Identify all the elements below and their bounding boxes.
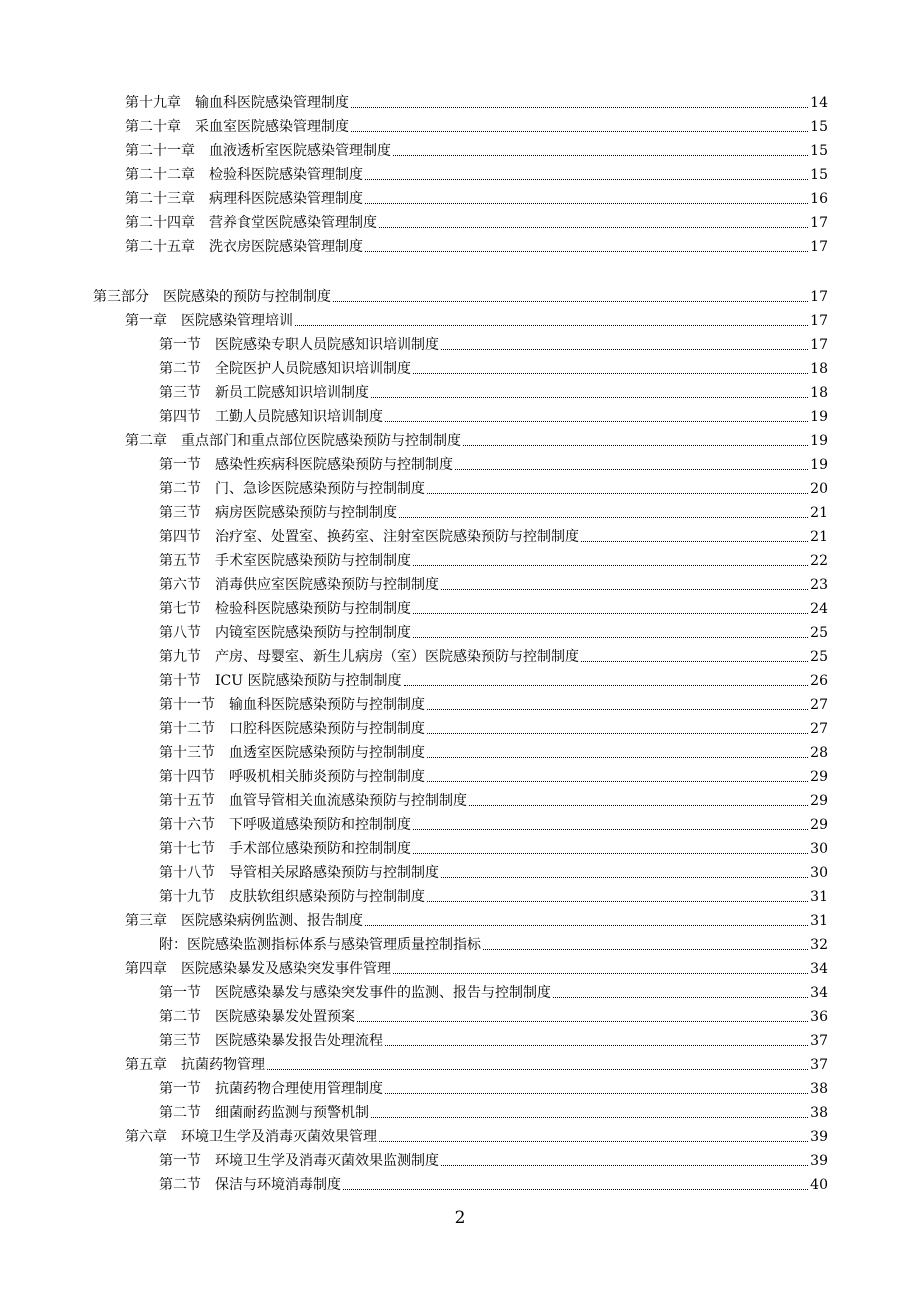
toc-entry-page: 19 [810,409,828,425]
toc-entry [159,570,828,594]
toc-entry-page: 37 [810,1057,828,1073]
toc-entry-label: 第十一节 输血科医院感染预防与控制制度 [159,697,425,713]
toc-entry-label: 第十八节 导管相关尿路感染预防与控制制度 [159,865,439,881]
toc-entry-page: 32 [810,937,828,953]
toc-entry-label: 第二章 重点部门和重点部位医院感染预防与控制制度 [125,433,461,449]
toc-entry-page: 40 [810,1177,828,1193]
dot-leader [379,227,808,228]
toc-entry [159,930,828,954]
dot-leader [365,251,808,252]
dot-leader [333,301,808,302]
page-number: 2 [454,1208,466,1228]
toc-entry-page: 18 [810,361,828,377]
toc-entry-label: 第二十五章 洗衣房医院感染管理制度 [125,239,363,255]
dot-leader [413,829,808,830]
toc-entry-page: 30 [810,841,828,857]
toc-entry-page: 27 [810,721,828,737]
toc-entry-page: 37 [810,1033,828,1049]
toc-entry-page: 17 [810,313,828,329]
toc-entry-label: 第三节 病房医院感染预防与控制制度 [159,505,397,521]
toc-entry-label: 第十六节 下呼吸道感染预防和控制制度 [159,817,411,833]
dot-leader [371,397,808,398]
toc-entry [159,786,828,810]
dot-leader [379,1141,808,1142]
toc-entry-page: 14 [810,95,828,111]
toc-entry [159,402,828,426]
dot-leader [357,1021,808,1022]
toc-entry-label: 第三节 医院感染暴发报告处理流程 [159,1033,383,1049]
dot-leader [267,1069,808,1070]
toc-entry [125,906,828,930]
dot-leader [427,733,808,734]
toc-entry [159,546,828,570]
toc-entry [125,232,828,256]
toc-entry-page: 17 [810,289,828,305]
dot-leader [581,541,808,542]
toc-entry-label: 第二节 保洁与环境消毒制度 [159,1177,341,1193]
dot-leader [371,1117,808,1118]
toc-entry [159,522,828,546]
toc-entry [159,1074,828,1098]
toc-entry-page: 26 [810,673,828,689]
dot-leader [463,445,808,446]
toc-entry [159,810,828,834]
toc-entry [159,1170,828,1194]
toc-entry-page: 17 [810,337,828,353]
toc-entry-page: 31 [810,913,828,929]
toc-entry-page: 19 [810,433,828,449]
toc-entry-label: 第十四节 呼吸机相关肺炎预防与控制制度 [159,769,425,785]
toc-entry [125,1122,828,1146]
toc-entry-page: 21 [810,505,828,521]
dot-leader [413,853,808,854]
dot-leader [441,349,808,350]
dot-leader [413,637,808,638]
toc-entry-label: 第六节 消毒供应室医院感染预防与控制制度 [159,577,439,593]
toc-entry-label: 第十九节 皮肤软组织感染预防与控制制度 [159,889,425,905]
toc-entry-label: 第十节 ICU 医院感染预防与控制制度 [159,673,402,689]
toc-entry-label: 第二十三章 病理科医院感染管理制度 [125,191,363,207]
toc-entry-label: 第二十四章 营养食堂医院感染管理制度 [125,215,377,231]
toc-entry-label: 第一节 抗菌药物合理使用管理制度 [159,1081,383,1097]
toc-entry-label: 第四节 工勤人员院感知识培训制度 [159,409,383,425]
toc-entry [159,1098,828,1122]
dot-leader [365,203,808,204]
toc-entry [159,690,828,714]
toc-entry [159,594,828,618]
toc-entry [159,666,828,690]
toc-entry [159,858,828,882]
toc-part-heading [93,282,828,306]
toc-entry-page: 31 [810,889,828,905]
toc-entry [159,882,828,906]
toc-entry [125,112,828,136]
toc-entry-label: 第一章 医院感染管理培训 [125,313,293,329]
toc-entry-label: 第六章 环境卫生学及消毒灭菌效果管理 [125,1129,377,1145]
toc-entry-page: 25 [810,649,828,665]
toc-entry [125,88,828,112]
toc-entry [159,330,828,354]
dot-leader [295,325,808,326]
toc-entry [159,498,828,522]
toc-entry-label: 第二节 全院医护人员院感知识培训制度 [159,361,411,377]
toc-entry [125,208,828,232]
toc-entry [159,1146,828,1170]
toc-entry [159,714,828,738]
toc-entry-label: 第二节 门、急诊医院感染预防与控制制度 [159,481,425,497]
toc-entry [125,1050,828,1074]
dot-leader [441,877,808,878]
dot-leader [385,421,808,422]
toc-entry [159,834,828,858]
toc-entry-page: 15 [810,167,828,183]
dot-leader [413,613,808,614]
toc-entry-label: 第二十二章 检验科医院感染管理制度 [125,167,363,183]
dot-leader [441,1165,808,1166]
dot-leader [427,781,808,782]
toc-entry [159,450,828,474]
toc-entry [159,618,828,642]
dot-leader [427,709,808,710]
toc-entry [159,978,828,1002]
dot-leader [393,155,808,156]
toc-entry-label: 第十二节 口腔科医院感染预防与控制制度 [159,721,425,737]
toc-entry-label: 第九节 产房、母婴室、新生儿病房（室）医院感染预防与控制制度 [159,649,579,665]
dot-leader [413,373,808,374]
dot-leader [581,661,808,662]
toc-entry-page: 39 [810,1153,828,1169]
toc-entry-label: 第三部分 医院感染的预防与控制制度 [93,289,331,305]
toc-entry-label: 第十七节 手术部位感染预防和控制制度 [159,841,411,857]
toc-entry-label: 第一节 环境卫生学及消毒灭菌效果监测制度 [159,1153,439,1169]
toc-entry-label: 第七节 检验科医院感染预防与控制制度 [159,601,411,617]
toc-entry-page: 16 [810,191,828,207]
toc-entry-label: 第四节 治疗室、处置室、换药室、注射室医院感染预防与控制制度 [159,529,579,545]
toc-entry-page: 19 [810,457,828,473]
toc-entry-label: 第五节 手术室医院感染预防与控制制度 [159,553,411,569]
toc-entry-page: 17 [810,239,828,255]
toc-entry-page: 27 [810,697,828,713]
toc-entry-page: 29 [810,793,828,809]
toc-entry-label: 第三章 医院感染病例监测、报告制度 [125,913,363,929]
toc-entry-page: 34 [810,985,828,1001]
toc-entry-label: 第十九章 输血科医院感染管理制度 [125,95,349,111]
toc-entry [159,1002,828,1026]
toc-entry-label: 附：医院感染监测指标体系与感染管理质量控制指标 [159,937,481,953]
dot-leader [343,1189,808,1190]
toc-entry-label: 第三节 新员工院感知识培训制度 [159,385,369,401]
dot-leader [351,107,808,108]
toc-entry-page: 20 [810,481,828,497]
toc-entry-label: 第十五节 血管导管相关血流感染预防与控制制度 [159,793,467,809]
toc-entry-label: 第二节 细菌耐药监测与预警机制 [159,1105,369,1121]
toc-entry-page: 38 [810,1081,828,1097]
toc-entry-label: 第二节 医院感染暴发处置预案 [159,1009,355,1025]
toc-entry-label: 第一节 感染性疾病科医院感染预防与控制制度 [159,457,453,473]
dot-leader [427,901,808,902]
toc-entry-label: 第八节 内镜室医院感染预防与控制制度 [159,625,411,641]
dot-leader [427,757,808,758]
toc-entry-label: 第五章 抗菌药物管理 [125,1057,265,1073]
toc-entry-label: 第一节 医院感染专职人员院感知识培训制度 [159,337,439,353]
toc-entry [159,378,828,402]
toc-entry-page: 30 [810,865,828,881]
dot-leader [441,589,808,590]
toc-entry [159,354,828,378]
toc-entry-page: 25 [810,625,828,641]
toc-entry-label: 第一节 医院感染暴发与感染突发事件的监测、报告与控制制度 [159,985,551,1001]
toc-entry-page: 29 [810,769,828,785]
dot-leader [553,997,808,998]
toc-entry [125,306,828,330]
toc-entry-page: 23 [810,577,828,593]
toc-entry-page: 38 [810,1105,828,1121]
toc-entry-page: 15 [810,143,828,159]
toc-entry-page: 39 [810,1129,828,1145]
toc-entry [159,762,828,786]
toc-entry-page: 17 [810,215,828,231]
dot-leader [455,469,808,470]
toc-entry-page: 18 [810,385,828,401]
toc-entry [159,1026,828,1050]
toc-entry-page: 34 [810,961,828,977]
toc-entry [125,426,828,450]
toc-entry-page: 22 [810,553,828,569]
dot-leader [404,685,809,686]
dot-leader [385,1045,808,1046]
toc-entry [159,474,828,498]
toc-entry-label: 第二十章 采血室医院感染管理制度 [125,119,349,135]
toc-entry-page: 29 [810,817,828,833]
toc-entry-label: 第四章 医院感染暴发及感染突发事件管理 [125,961,391,977]
toc-entry-label: 第十三节 血透室医院感染预防与控制制度 [159,745,425,761]
toc-entry [125,954,828,978]
dot-leader [351,131,808,132]
toc-entry-page: 36 [810,1009,828,1025]
toc-entry [159,738,828,762]
dot-leader [399,517,808,518]
toc-entry-page: 15 [810,119,828,135]
dot-leader [365,925,808,926]
dot-leader [413,565,808,566]
dot-leader [469,805,808,806]
dot-leader [393,973,808,974]
toc-entry [125,184,828,208]
toc-entry [125,136,828,160]
toc-entry-page: 24 [810,601,828,617]
toc-entry-page: 21 [810,529,828,545]
toc-entry [159,642,828,666]
toc-entry-page: 28 [810,745,828,761]
toc-entry [125,160,828,184]
dot-leader [365,179,808,180]
dot-leader [483,949,808,950]
dot-leader [385,1093,808,1094]
toc-entry-label: 第二十一章 血液透析室医院感染管理制度 [125,143,391,159]
dot-leader [427,493,808,494]
